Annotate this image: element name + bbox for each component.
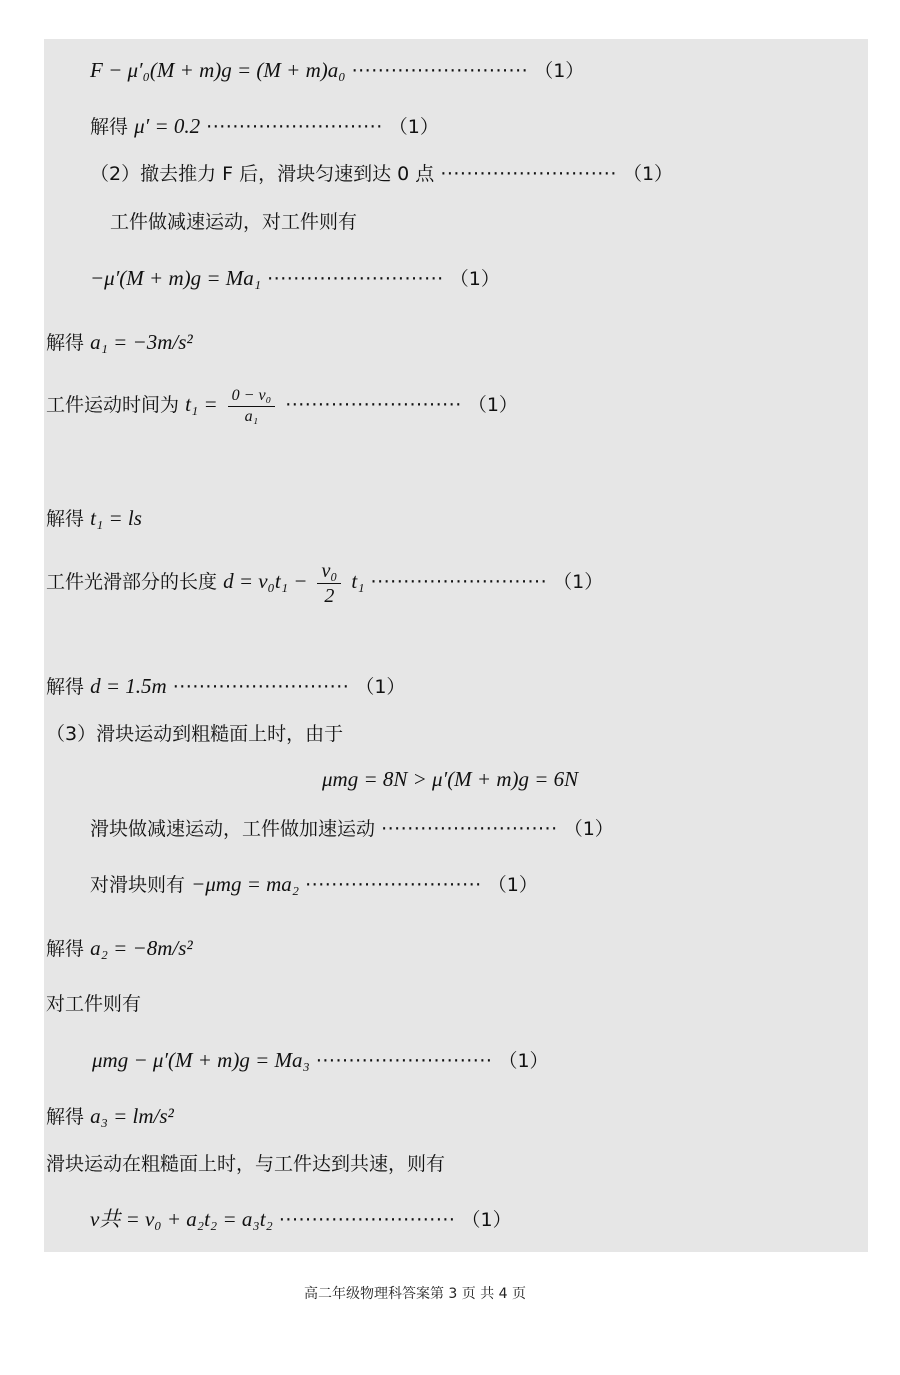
equation-line-14 (90, 871, 538, 898)
fraction-numerator: v₀ (317, 559, 341, 584)
score-mark: （1） (534, 60, 585, 82)
text: （2）撤去推力 F 后，滑块匀速到达 0 点 (90, 163, 435, 185)
equation-tail: t₁ (351, 569, 365, 593)
prefix-text: 工件运动时间为 (46, 394, 180, 416)
equation-line-10 (46, 673, 405, 700)
equation: μ′ = 0.2 (134, 114, 201, 138)
score-mark: （1） (461, 1209, 512, 1231)
equation-line-17 (92, 1047, 549, 1074)
score-mark: （1） (622, 163, 674, 185)
text-line-13 (90, 816, 614, 842)
prefix-text: 解得 (46, 1106, 85, 1128)
equation-line-18 (46, 1103, 174, 1130)
leader-dots: ··························· (370, 571, 548, 593)
equation: μmg − μ′(M + m)g = Ma₃ (92, 1048, 310, 1072)
fraction-denominator: 2 (324, 584, 335, 607)
fraction-denominator: a₁ (244, 407, 259, 425)
equation: μmg = 8N > μ′(M + m)g = 6N (322, 767, 579, 791)
text-line-3 (90, 161, 673, 187)
prefix-text: 解得 (46, 508, 85, 530)
text-line-19 (46, 1151, 445, 1177)
equation: t₁ = (185, 392, 218, 416)
equation: −μ′(M + m)g = Ma₁ (90, 266, 262, 290)
equation-line-9 (46, 555, 603, 608)
fraction (228, 386, 275, 427)
equation: a₃ = lm/s² (90, 1104, 174, 1128)
prefix-text: 工件光滑部分的长度 (46, 571, 218, 593)
prefix-text: 解得 (46, 332, 85, 354)
equation-line-20 (90, 1206, 512, 1233)
prefix-text: 对滑块则有 (90, 874, 186, 896)
equation: a₁ = −3m/s² (90, 330, 193, 354)
score-mark: （1） (553, 571, 604, 593)
leader-dots: ··························· (172, 676, 350, 698)
leader-dots: ··························· (381, 818, 558, 840)
equation: t₁ = ls (90, 506, 142, 530)
text-line-11 (46, 721, 343, 747)
score-mark: （1） (449, 268, 500, 290)
equation-line-12 (322, 766, 578, 793)
equation-line-7 (46, 380, 518, 429)
leader-dots: ··························· (351, 60, 529, 82)
text: 滑块做减速运动，工件做加速运动 (90, 818, 376, 840)
equation: v共 = v₀ + a₂t₂ = a₃t₂ (90, 1207, 273, 1231)
text: 滑块运动在粗糙面上时，与工件达到共速，则有 (46, 1153, 446, 1175)
equation-line-8 (46, 505, 142, 532)
text: （3）滑块运动到粗糙面上时，由于 (46, 723, 344, 745)
prefix-text: 解得 (90, 116, 129, 138)
score-mark: （1） (563, 818, 614, 840)
prefix-text: 解得 (46, 676, 85, 698)
leader-dots: ··························· (285, 394, 462, 416)
leader-dots: ··························· (267, 268, 444, 290)
equation: −μmg = ma₂ (191, 872, 300, 896)
leader-dots: ··························· (206, 116, 383, 138)
equation: a₂ = −8m/s² (90, 936, 193, 960)
leader-dots: ··························· (440, 163, 617, 185)
leader-dots: ··························· (278, 1209, 456, 1231)
leader-dots: ··························· (305, 874, 482, 896)
equation-line-15 (46, 935, 193, 962)
equation-line-2 (90, 113, 439, 140)
score-mark: （1） (498, 1050, 549, 1072)
score-mark: （1） (388, 116, 439, 138)
leader-dots: ··························· (315, 1050, 493, 1072)
text-line-16 (46, 991, 141, 1017)
text-line-4 (110, 209, 357, 235)
equation: F − μ′₀(M + m)g = (M + m)a₀ (90, 58, 346, 82)
equation-line-6 (46, 329, 193, 356)
text: 对工件则有 (46, 993, 142, 1015)
equation: d = v₀t₁ − (223, 569, 308, 593)
score-mark: （1） (467, 394, 518, 416)
score-mark: （1） (487, 874, 538, 896)
page-footer: 高二年级物理科答案第 3 页 共 4 页 (303, 1286, 527, 1302)
equation: d = 1.5m (90, 674, 167, 698)
prefix-text: 解得 (46, 938, 85, 960)
equation-line-5 (90, 265, 500, 292)
text: 工件做减速运动，对工件则有 (110, 211, 358, 233)
equation-line-1 (90, 57, 584, 84)
fraction (317, 559, 341, 608)
fraction-numerator: 0 − v₀ (228, 386, 275, 407)
score-mark: （1） (355, 676, 406, 698)
